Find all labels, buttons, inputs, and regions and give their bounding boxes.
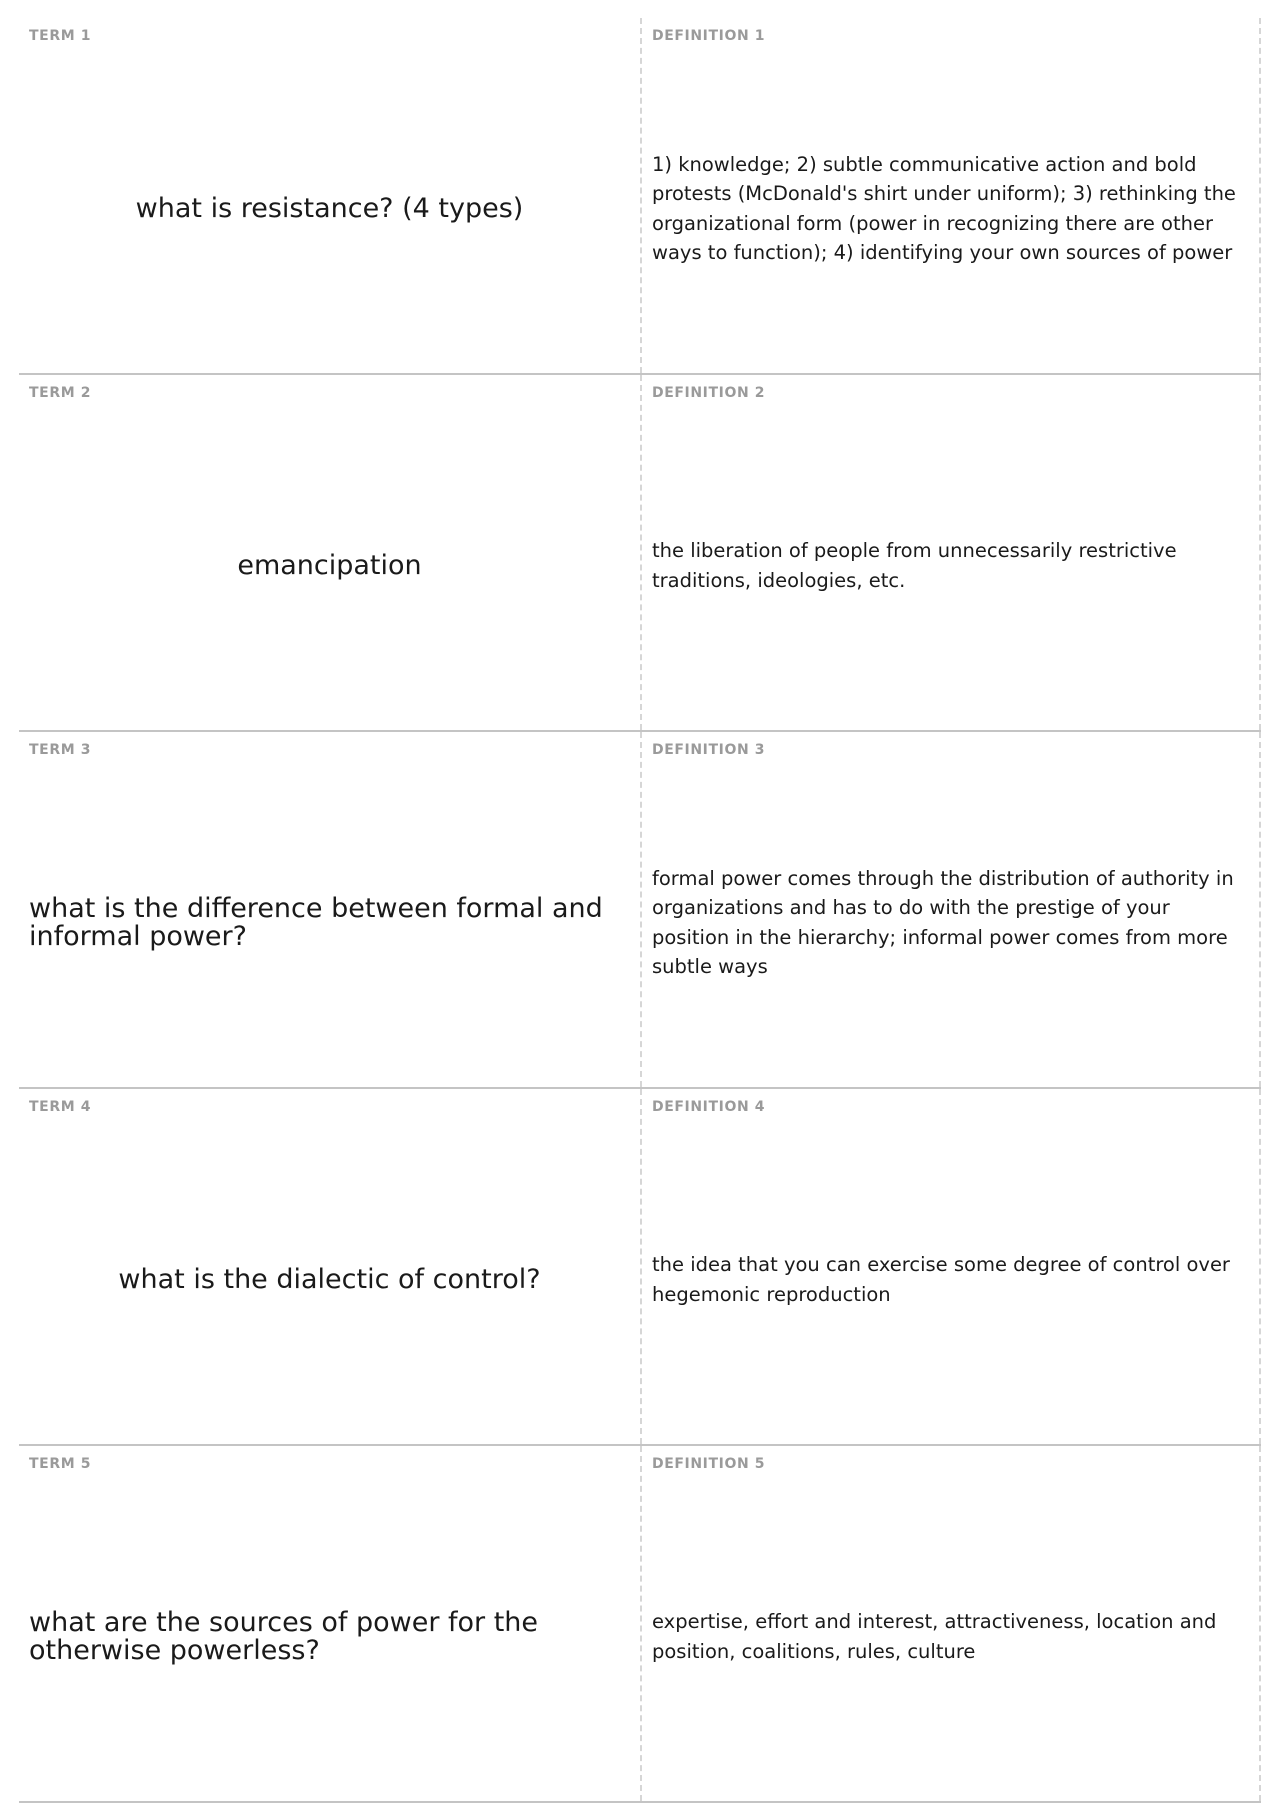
term-label-1: TERM 1: [29, 28, 92, 44]
card-row-2: [19, 375, 1261, 732]
term-text-3: what is the difference between formal and informal power?: [29, 892, 603, 952]
definition-cell-1: [642, 18, 1261, 373]
term-body-3: [29, 768, 630, 1077]
definition-text-1: 1) knowledge; 2) subtle communicative action and bold protests (McDonald's shirt under uniform); 3) rethinking the organizational form (power in recognizing there are other ways to function); 4) identifying your own sources of power: [652, 152, 1236, 264]
term-label-4: TERM 4: [29, 1099, 92, 1115]
definition-text-3: formal power comes through the distribution of authority in organizations and has to do with the prestige of your position in the hierarchy; informal power comes from more subtle ways: [652, 866, 1234, 978]
term-body-1: [29, 54, 630, 363]
definition-text-5: expertise, effort and interest, attractiveness, location and position, coalitions, rules, culture: [652, 1610, 1217, 1663]
term-body-2: [29, 411, 630, 720]
definition-cell-2: [642, 375, 1261, 730]
definition-body-4: [652, 1125, 1253, 1434]
definition-body-1: [652, 54, 1253, 363]
card-row-3: [19, 732, 1261, 1089]
term-label-2: TERM 2: [29, 385, 92, 401]
definition-body-3: [652, 768, 1253, 1077]
term-label-5: TERM 5: [29, 1456, 92, 1472]
card-row-1: [19, 18, 1261, 375]
term-cell-4: [19, 1089, 642, 1444]
definition-label-2: DEFINITION 2: [652, 385, 766, 401]
definition-label-5: DEFINITION 5: [652, 1456, 766, 1472]
definition-label-1: DEFINITION 1: [652, 28, 766, 44]
flashcard-sheet: [19, 18, 1261, 1803]
term-body-4: [29, 1125, 630, 1434]
definition-text-2: the liberation of people from unnecessarily restrictive traditions, ideologies, etc.: [652, 539, 1177, 592]
term-text-1: what is resistance? (4 types): [135, 192, 524, 224]
definition-cell-5: [642, 1446, 1261, 1801]
definition-body-2: [652, 411, 1253, 720]
card-row-4: [19, 1089, 1261, 1446]
term-text-5: what are the sources of power for the otherwise powerless?: [29, 1606, 539, 1666]
term-body-5: [29, 1482, 630, 1791]
definition-cell-3: [642, 732, 1261, 1087]
definition-label-3: DEFINITION 3: [652, 742, 766, 758]
definition-body-5: [652, 1482, 1253, 1791]
term-cell-1: [19, 18, 642, 373]
definition-text-4: the idea that you can exercise some degree of control over hegemonic reproduction: [652, 1253, 1230, 1306]
card-row-5: [19, 1446, 1261, 1803]
definition-label-4: DEFINITION 4: [652, 1099, 766, 1115]
term-cell-5: [19, 1446, 642, 1801]
term-text-4: what is the dialectic of control?: [118, 1263, 541, 1295]
definition-cell-4: [642, 1089, 1261, 1444]
term-label-3: TERM 3: [29, 742, 92, 758]
term-cell-3: [19, 732, 642, 1087]
term-cell-2: [19, 375, 642, 730]
term-text-2: emancipation: [237, 549, 422, 581]
